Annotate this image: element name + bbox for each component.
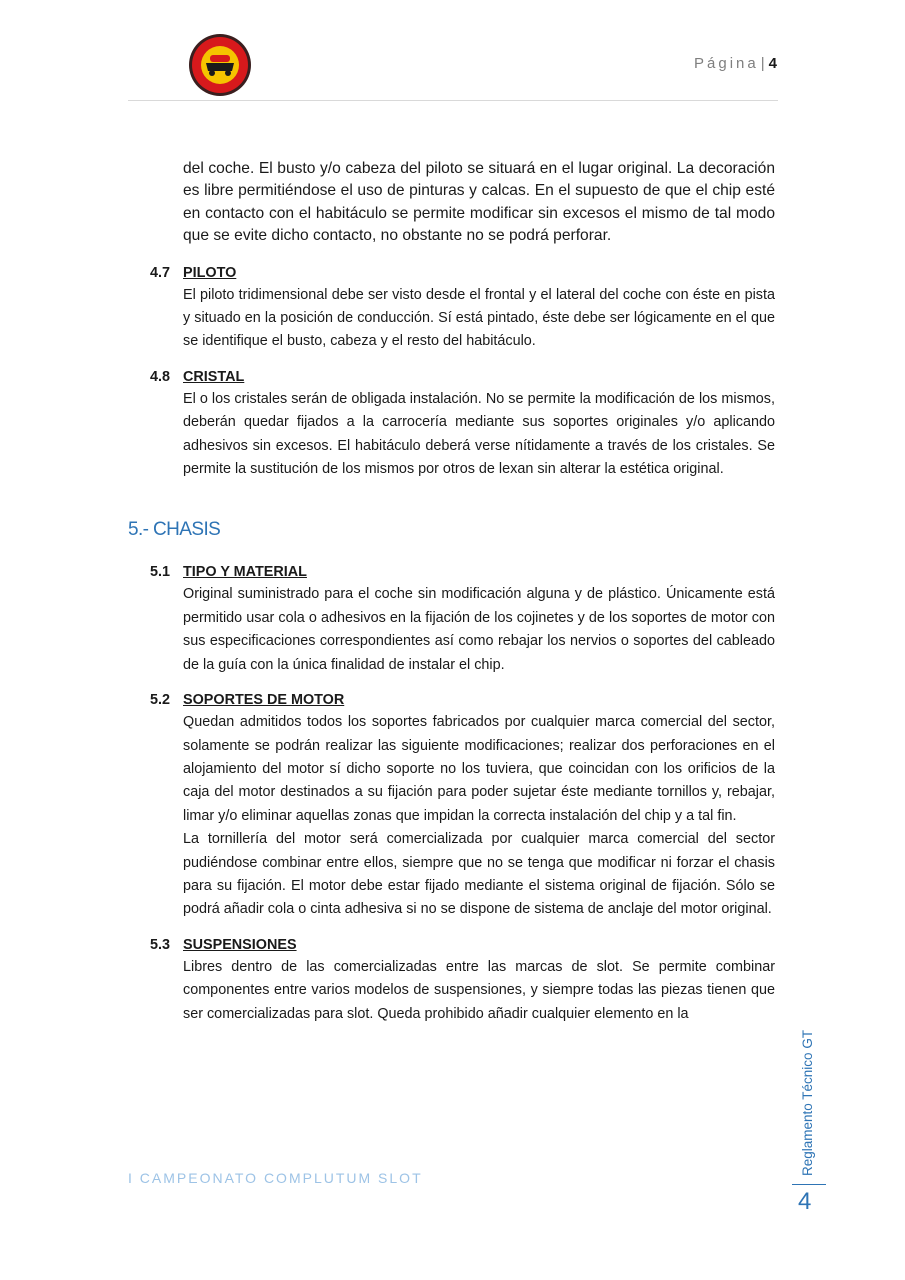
section-4-7 (128, 262, 778, 354)
section-text: El o los cristales serán de obligada instalación. No se permite la modificación de los mismos, deberán quedar fijados a la carrocería mediante sus soportes originales y/o aplicando adhesivos sin excesos. El habitáculo deberá verse nítidamente a través de los cristales. Se permite la sustitución de los mismos por otros de lexan sin alterar la estética original. (183, 390, 775, 478)
section-number: 4.8 (150, 368, 171, 385)
footer-event-title: I CAMPEONATO COMPLUTUM SLOT (128, 1170, 423, 1186)
page-separator: | (760, 55, 765, 72)
section-title: SUSPENSIONES (183, 936, 297, 953)
section-heading (128, 934, 778, 956)
section-text: El piloto tridimensional debe ser visto desde el frontal y el lateral del coche con éste en pista y situado en la posición de conducción. Sí está pintado, éste debe ser lógicamente en el que se identifique el busto, cabeza y el resto del habitáculo. (183, 286, 775, 350)
chapter-title: 5.- CHASIS (128, 519, 221, 541)
section-text: Quedan admitidos todos los soportes fabricados por cualquier marca comercial del sector, solamente se podrán realizar las siguiente modificaciones; realizar dos perforaciones en el alojamiento del motor sí dicho soporte no los tuviera, que coincidan con los orificios de la caja del motor destinados a su fijación para poder sujetar éste mediante tornillos y, rebajar, limar y/o eliminar aquellas zonas que impidan la correcta instalación del chip y a tal fin. (183, 714, 775, 824)
page-label: Página (694, 55, 759, 72)
section-heading (128, 262, 778, 284)
section-text: Libres dentro de las comercializadas entre las marcas de slot. Se permite combinar componentes entre varios modelos de suspensiones, y siempre todas las piezas tienen que ser comercializadas para slot. Queda prohibido añadir cualquier elemento en la (183, 958, 775, 1022)
section-title: CRISTAL (183, 368, 245, 385)
section-number: 5.2 (150, 692, 171, 709)
page-number: 4 (768, 55, 777, 72)
footer-page-number: 4 (798, 1188, 812, 1215)
section-text: Original suministrado para el coche sin modificación alguna y de plástico. Únicamente está permitido usar cola o adhesivos en la fijación de los cojinetes y de los soportes de motor con sus especificaciones correspondientes así como rebajar los nervios o soportes del cableado de la guía con la única finalidad de instalar el chip. (183, 586, 775, 673)
header-divider (128, 100, 778, 101)
continuation-paragraph: del coche. El busto y/o cabeza del piloto se situará en el lugar original. La decoración es libre permitiéndose el uso de pinturas y calcas. En el supuesto de que el chip esté en contacto con el habitáculo se permite modificar sin excesos el mismo de tal modo que se evite dicho contacto, no obstante no se podrá perforar. (183, 160, 775, 245)
section-4-8 (128, 366, 778, 482)
document-body (128, 158, 778, 1026)
club-logo (188, 33, 252, 97)
section-heading (128, 689, 778, 711)
header-page-number (694, 55, 777, 72)
section-text: La tornillería del motor será comercializada por cualquier marca comercial del sector pudiéndose combinar entre ellos, siempre que no se tenga que modificar ni forzar el chasis para su fijación. El motor debe estar fijado mediante el sistema original de fijación. Sólo se podrá añadir cola o cinta adhesiva si no se dispone de sistema de anclaje del motor original. (183, 831, 775, 918)
section-5-3 (128, 934, 778, 1026)
section-title: SOPORTES DE MOTOR (183, 692, 345, 709)
section-number: 5.1 (150, 564, 171, 581)
section-heading (128, 366, 778, 388)
section-5-2 (128, 689, 778, 922)
section-number: 5.3 (150, 936, 171, 953)
section-title: PILOTO (183, 264, 237, 281)
section-number: 4.7 (150, 264, 171, 281)
section-heading (128, 561, 778, 583)
section-5-1 (128, 561, 778, 677)
side-divider (792, 1184, 826, 1185)
section-title: TIPO Y MATERIAL (183, 564, 307, 581)
side-document-label: Reglamento Técnico GT (800, 1029, 815, 1176)
